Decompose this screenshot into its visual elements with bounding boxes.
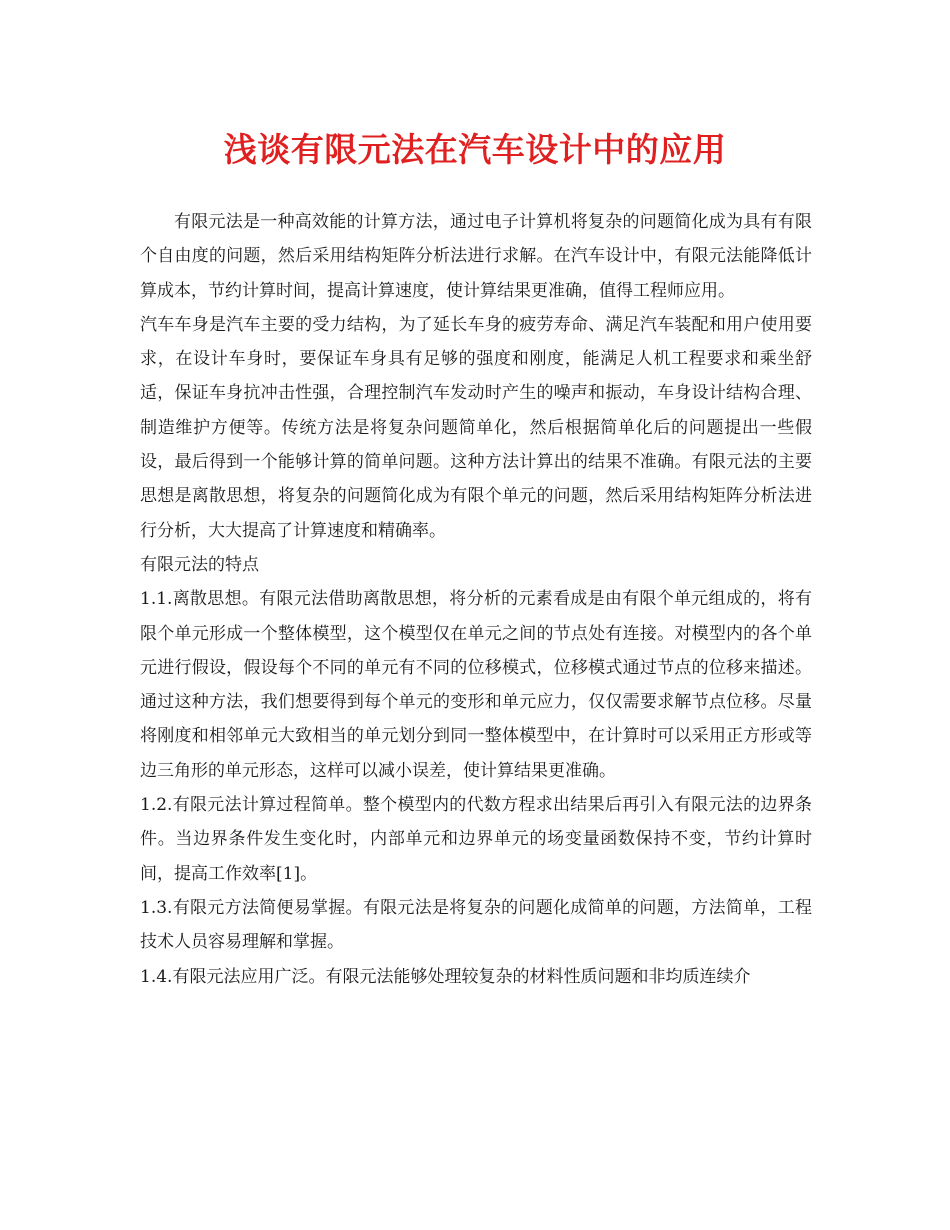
document-body bbox=[140, 205, 812, 994]
paragraph-1-2: 1.2.有限元法计算过程简单。整个模型内的代数方程求出结果后再引入有限元法的边界条件。当边界条件发生变化时，内部单元和边界单元的场变量函数保持不变，节约计算时间，提高工作效率[1]。 bbox=[140, 795, 812, 884]
paragraph-1-1: 1.1.离散思想。有限元法借助离散思想，将分析的元素看成是由有限个单元组成的，将有限个单元形成一个整体模型，这个模型仅在单元之间的节点处有连接。对模型内的各个单元进行假设，假设每个不同的单元有不同的位移模式，位移模式通过节点的位移来描述。通过这种方法，我们想要得到每个单元的变形和单元应力，仅仅需要求解节点位移。尽量将刚度和相邻单元大致相当的单元划分到同一整体模型中，在计算时可以采用正方形或等边三角形的单元形态，这样可以减小误差，使计算结果更准确。 bbox=[140, 589, 812, 781]
paragraph-car-body: 汽车车身是汽车主要的受力结构，为了延长车身的疲劳寿命、满足汽车装配和用户使用要求，在设计车身时，要保证车身具有足够的强度和刚度，能满足人机工程要求和乘坐舒适，保证车身抗冲击性强，合理控制汽车发动时产生的噪声和振动，车身设计结构合理、制造维护方便等。传统方法是将复杂问题简单化，然后根据简单化后的问题提出一些假设，最后得到一个能够计算的简单问题。这种方法计算出的结果不准确。有限元法的主要思想是离散思想，将复杂的问题简化成为有限个单元的问题，然后采用结构矩阵分析法进行分析，大大提高了计算速度和精确率。 bbox=[140, 314, 812, 541]
paragraph-1-3: 1.3.有限元方法简便易掌握。有限元法是将复杂的问题化成简单的问题，方法简单，工程技术人员容易理解和掌握。 bbox=[140, 897, 812, 953]
document-title: 浅谈有限元法在汽车设计中的应用 bbox=[223, 130, 727, 169]
paragraph-intro: 有限元法是一种高效能的计算方法，通过电子计算机将复杂的问题简化成为具有有限个自由度的问题，然后采用结构矩阵分析法进行求解。在汽车设计中，有限元法能降低计算成本，节约计算时间，提高计算速度，使计算结果更准确，值得工程师应用。 bbox=[140, 212, 812, 301]
paragraph-1-4: 1.4.有限元法应用广泛。有限元法能够处理较复杂的材料性质问题和非均质连续介 bbox=[140, 966, 751, 987]
section-heading: 有限元法的特点 bbox=[140, 554, 259, 575]
